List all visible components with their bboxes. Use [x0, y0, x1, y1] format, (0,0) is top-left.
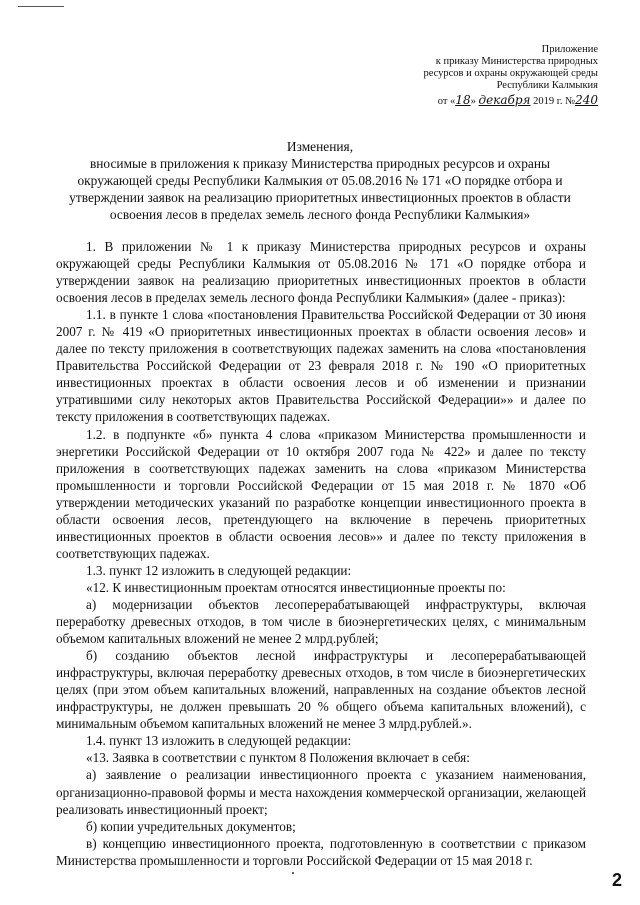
order-date [338, 94, 598, 108]
appendix-header [338, 44, 598, 108]
date-month-handwritten: декабря [478, 93, 531, 107]
date-mid: » [470, 96, 476, 107]
paragraph: б) копии учредительных документов; [86, 818, 296, 834]
paragraph: 1.2. в подпункте «б» пункта 4 слова «приказом Министерства промышленности и энергетики Российской Федерации от 10 октября 2007 года № 422» и далее по тексту приложения в соответствующих падежах заменить на слова «приказом Министерства промышленности и торговли Российской Федерации от 15 мая 2018 г. № 1870 «Об утверждении методических указаний по разработке концепции инвестиционного проекта в области освоения лесов, претендующего на включение в перечень приоритетных инвестиционных проектов в области освоения лесов»» и далее по тексту приложения в соответствующих падежах. [56, 426, 586, 561]
top-rule [18, 6, 64, 7]
title-subtitle: вносимые в приложения к приказу Министерства природных ресурсов и охраны окружающей среды Республики Калмыкия от 05.08.2016 № 171 «О порядке отбора и утверждении заявок на реализацию приоритетных инвестиционных проектов в области освоения лесов в пределах земель лесного фонда Республики Калмыкия» [69, 156, 571, 222]
paragraph: 1.4. пункт 13 изложить в следующей редакции: [86, 733, 352, 749]
paragraph: б) созданию объектов лесной инфраструктуры и лесоперерабатывающей инфраструктуры, включая переработку древесных отходов, в том числе в биоэнергетических целях (при этом объем капитальных вложений, направленных на создание объектов лесной инфраструктуры, не должен превышать 20 % общего объема капитальных вложений), с минимальным объемом капитальных вложений не менее 3 млрд.рублей.». [56, 648, 586, 732]
document-body [56, 238, 586, 869]
order-number-handwritten: 240 [575, 93, 598, 107]
date-prefix: от « [437, 96, 456, 107]
date-year: 2019 г. № [533, 96, 576, 107]
scan-speck [292, 872, 294, 874]
page-number: 2 [611, 870, 622, 890]
paragraph: 1.3. пункт 12 изложить в следующей редакции: [86, 562, 352, 578]
paragraph: в) концепцию инвестиционного проекта, подготовленную в соответствии с приказом Министерства промышленности и торговли Российской Федерации от 15 мая 2018 г. [56, 835, 586, 868]
date-day-handwritten: 18 [455, 93, 471, 107]
appendix-line: Республики Калмыкия [496, 80, 598, 91]
appendix-line: Приложение [541, 44, 598, 55]
paragraph: 1. В приложении № 1 к приказу Министерства природных ресурсов и охраны окружающей среды Республики Калмыкия от 05.08.2016 № 171 «О порядке отбора и утверждении заявок на реализацию приоритетных инвестиционных проектов в области освоения лесов в пределах земель лесного фонда Республики Калмыкия» (далее - приказ): [56, 239, 586, 306]
paragraph: «12. К инвестиционным проектам относятся инвестиционные проекты по: [86, 579, 506, 595]
paragraph: 1.1. в пункте 1 слова «постановления Правительства Российской Федерации от 30 июня 2007 г. № 419 «О приоритетных инвестиционных проектах в области освоения лесов» и далее по тексту приложения в соответствующих падежах заменить на слова «постановления Правительства Российской Федерации от 23 февраля 2018 г. № 190 «О приоритетных инвестиционных проектах в области освоения лесов и об изменении и признании утратившими силу некоторых актов Правительства Российской Федерации»» и далее по тексту приложения в соответствующих падежах. [56, 307, 586, 425]
paragraph: а) заявление о реализации инвестиционного проекта с указанием наименования, организационно-правовой формы и места нахождения коммерческой организации, желающей реализовать инвестиционный проект; [56, 767, 586, 817]
appendix-line: к приказу Министерства природных [435, 56, 598, 67]
paragraph: а) модернизации объектов лесоперерабатывающей инфраструктуры, включая переработку древесных отходов, в том числе в биоэнергетических целях, с минимальным объемом капитальных вложений не менее 2 млрд.рублей; [56, 596, 586, 647]
paragraph: «13. Заявка в соответствии с пунктом 8 Положения включает в себя: [86, 750, 470, 766]
appendix-line: ресурсов и охраны окружающей среды [423, 68, 598, 79]
title-heading: Изменения, [286, 139, 354, 154]
document-title [60, 138, 580, 223]
